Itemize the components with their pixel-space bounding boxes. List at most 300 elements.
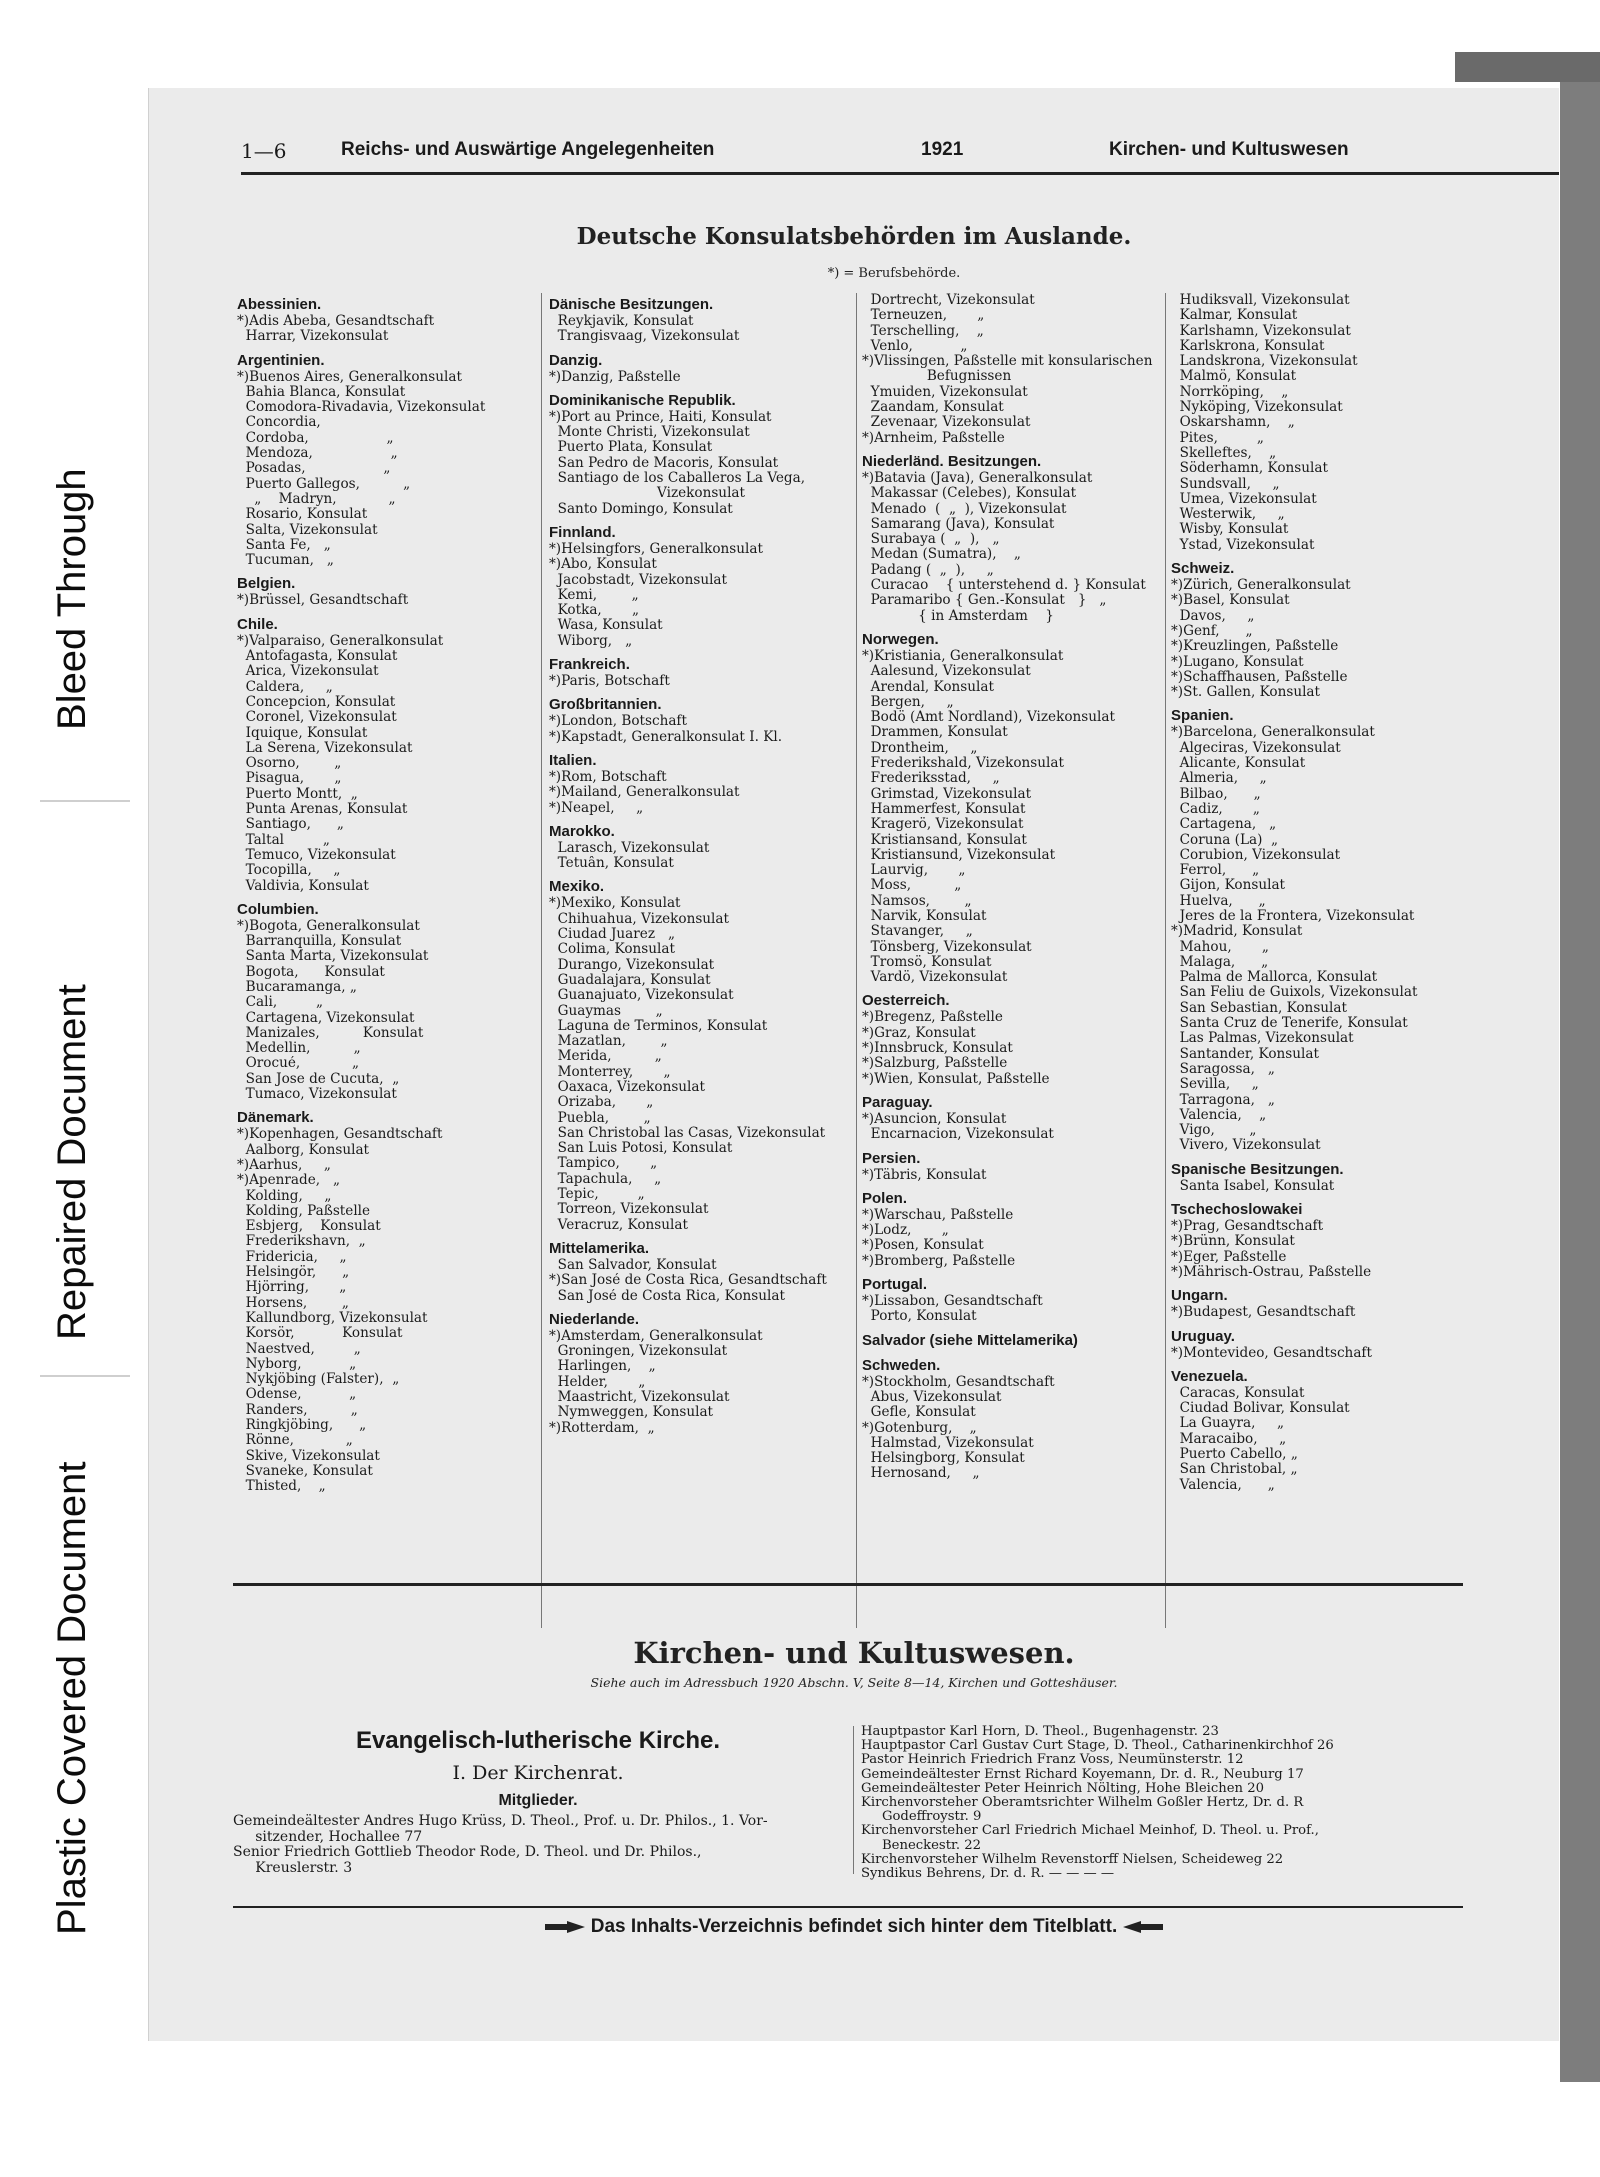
consular-column-2 xyxy=(549,293,859,1442)
consulate-entry: Valencia, „ xyxy=(1171,1107,1267,1123)
consulate-entry: Helsingborg, Konsulat xyxy=(862,1451,1025,1467)
consulate-entry: Kristiansund, Vizekonsulat xyxy=(862,847,1056,863)
consulate-entry: *)Gotenburg, „ xyxy=(862,1420,977,1436)
consulate-entry: Barranquilla, Konsulat xyxy=(237,934,402,950)
consulate-entry: Mendoza, „ xyxy=(237,446,398,462)
country-heading: Niederlande. xyxy=(549,1310,640,1328)
consulate-entry: Pisagua, „ xyxy=(237,771,342,787)
consulate-entry: Ferrol, „ xyxy=(1171,863,1260,879)
country-group xyxy=(549,655,859,689)
consulate-entry: *)Buenos Aires, Generalkonsulat xyxy=(237,369,462,385)
consulate-entry: Guaymas „ xyxy=(549,1003,663,1019)
consulate-entry: Karlshamn, Vizekonsulat xyxy=(1171,323,1351,339)
consulate-entry: Sundsvall, „ xyxy=(1171,476,1280,492)
consulate-entry: Chihuahua, Vizekonsulat xyxy=(549,911,729,927)
country-group xyxy=(1171,706,1481,1153)
consulate-entry: Temuco, Vizekonsulat xyxy=(237,847,396,863)
country-group xyxy=(862,991,1172,1086)
member-entry: Kirchenvorsteher Oberamtsrichter Wilhelm Goßler Hertz, Dr. d. R xyxy=(861,1796,1304,1811)
consulate-entry: *)Warschau, Paßstelle xyxy=(862,1207,1014,1223)
consulate-entry: Valdivia, Konsulat xyxy=(237,878,369,894)
country-heading: Ungarn. xyxy=(1171,1287,1228,1305)
consulate-entry: Encarnacion, Vizekonsulat xyxy=(862,1127,1054,1143)
consulate-entry: Cartagena, Vizekonsulat xyxy=(237,1010,415,1026)
consulate-entry: *)Innsbruck, Konsulat xyxy=(862,1041,1013,1057)
members-list-right xyxy=(861,1725,1461,1881)
consulate-entry: Palma de Mallorca, Konsulat xyxy=(1171,970,1378,986)
consulate-entry: Ymuiden, Vizekonsulat xyxy=(862,384,1028,400)
consulate-entry: *)Aarhus, „ xyxy=(237,1157,331,1173)
consulate-entry: Santo Domingo, Konsulat xyxy=(549,501,733,517)
consulate-entry: Söderhamn, Konsulat xyxy=(1171,461,1328,477)
consular-legend: *) = Berufsbehörde. xyxy=(827,266,961,281)
consulate-entry: Thisted, „ xyxy=(237,1479,326,1495)
consulate-entry: Kristiansand, Konsulat xyxy=(862,832,1027,848)
consulate-entry: Puerto Cabello, „ xyxy=(1171,1447,1298,1462)
pointing-hand-icon xyxy=(1123,1920,1163,1934)
consulate-entry: Salta, Vizekonsulat xyxy=(237,522,378,538)
consulate-entry: Oaxaca, Vizekonsulat xyxy=(549,1079,705,1095)
country-group xyxy=(862,452,1172,624)
consular-column-3 xyxy=(862,293,1172,1488)
consulate-entry: { in Amsterdam } xyxy=(862,608,1054,624)
consulate-entry: Bahia Blanca, Konsulat xyxy=(237,384,406,400)
column-separator xyxy=(541,293,542,1628)
country-heading: Abessinien. xyxy=(237,296,322,313)
country-heading: Dominikanische Republik. xyxy=(549,391,736,409)
sidebar-label-plastic-covered: Plastic Covered Document xyxy=(50,1461,94,1935)
consulate-entry: Puebla, „ xyxy=(549,1110,651,1126)
header-left-title: Reichs- und Auswärtige Angelegenheiten xyxy=(341,139,715,160)
consulate-entry: *)Helsingfors, Generalkonsulat xyxy=(549,541,763,557)
country-group xyxy=(862,293,1172,446)
consulate-entry: *)Brüssel, Gesandtschaft xyxy=(237,593,409,609)
country-group xyxy=(549,351,859,385)
consulate-entry: Aalborg, Konsulat xyxy=(237,1142,370,1158)
sidebar-label-bleed-through: Bleed Through xyxy=(50,468,94,730)
country-group xyxy=(862,1149,1172,1183)
consulate-entry: Puerto Montt, „ xyxy=(237,786,358,802)
consulate-entry: Hjörring, „ xyxy=(237,1280,347,1296)
country-heading: Mexiko. xyxy=(549,878,605,896)
country-heading: Spanien. xyxy=(1171,707,1234,725)
consulate-entry: Santa Marta, Vizekonsulat xyxy=(237,949,429,965)
consulate-entry: Helder, „ xyxy=(549,1374,646,1390)
consulate-entry: Bucaramanga, „ xyxy=(237,979,357,995)
consulate-entry: Coronel, Vizekonsulat xyxy=(237,710,397,726)
consulate-entry: Iquique, Konsulat xyxy=(237,725,368,741)
country-heading: Polen. xyxy=(862,1189,908,1207)
consulate-entry: *)San José de Costa Rica, Gesandtschaft xyxy=(549,1273,827,1289)
consulate-entry: Concordia, xyxy=(237,415,321,431)
church-heading: Evangelisch-lutherische Kirche. xyxy=(355,1727,721,1754)
country-group xyxy=(1171,293,1481,553)
consulate-entry: Gijon, Konsulat xyxy=(1171,878,1286,894)
country-group xyxy=(862,1275,1172,1325)
consulate-entry: *)Bregenz, Paßstelle xyxy=(862,1010,1003,1026)
header-rule xyxy=(241,172,1559,175)
member-entry: Beneckestr. 22 xyxy=(861,1838,982,1853)
consulate-entry: Mahou, „ xyxy=(1171,939,1269,955)
country-heading: Dänische Besitzungen. xyxy=(549,296,714,313)
consulate-entry: Punta Arenas, Konsulat xyxy=(237,802,408,818)
consulate-entry: Gefle, Konsulat xyxy=(862,1405,976,1421)
consulate-entry: San Sebastian, Konsulat xyxy=(1171,1000,1347,1016)
page-number: 1—6 xyxy=(241,139,287,163)
consulate-entry: La Guayra, „ xyxy=(1171,1416,1285,1432)
consulate-entry: Arica, Vizekonsulat xyxy=(237,664,379,680)
consulate-entry: Drontheim, „ xyxy=(862,740,978,756)
consulate-entry: Karlskrona, Konsulat xyxy=(1171,338,1325,354)
consulate-entry: *)Kapstadt, Generalkonsulat I. Kl. xyxy=(549,729,783,745)
consulate-entry: Frederikshavn, „ xyxy=(237,1234,366,1250)
consulate-entry: Posadas, „ xyxy=(237,461,391,477)
member-entry: Godeffroystr. 9 xyxy=(861,1810,982,1825)
footer-note xyxy=(149,1916,1559,1938)
member-entry: Gemeindeältester Ernst Richard Koyemann, Dr. d. R., Neuburg 17 xyxy=(861,1767,1304,1782)
column-separator xyxy=(1165,293,1166,1628)
consulate-entry: Las Palmas, Vizekonsulat xyxy=(1171,1031,1354,1047)
member-entry: Kirchenvorsteher Wilhelm Revenstorff Nielsen, Scheideweg 22 xyxy=(861,1852,1284,1867)
consulate-entry: *)Kopenhagen, Gesandtschaft xyxy=(237,1127,443,1143)
consulate-entry: Sevilla, „ xyxy=(1171,1077,1259,1093)
consulate-entry: Cordoba, „ xyxy=(237,430,394,446)
consulate-entry: *)Adis Abeba, Gesandtschaft xyxy=(237,314,435,329)
consulate-entry: Wisby, Konsulat xyxy=(1171,522,1289,538)
consulate-entry: Surabaya ( „ ), „ xyxy=(862,532,1000,548)
country-heading: Italien. xyxy=(549,751,597,769)
consulate-entry: Porto, Konsulat xyxy=(862,1309,977,1325)
country-group xyxy=(549,391,859,517)
consulate-entry: Coruna (La) „ xyxy=(1171,832,1279,848)
consulate-entry: *)Eger, Paßstelle xyxy=(1171,1249,1287,1265)
consulate-entry: Hernosand, „ xyxy=(862,1466,980,1482)
member-entry: Gemeindeältester Peter Heinrich Nölting, Hohe Bleichen 20 xyxy=(861,1781,1264,1796)
consulate-entry: Bergen, „ xyxy=(862,694,954,710)
consulate-entry: *)Lissabon, Gesandtschaft xyxy=(862,1294,1043,1310)
consulate-entry: Algeciras, Vizekonsulat xyxy=(1171,740,1341,756)
consulate-entry: Zaandam, Konsulat xyxy=(862,400,1004,416)
consulate-entry: *)Mährisch-Ostrau, Paßstelle xyxy=(1171,1264,1372,1280)
country-heading: Finnland. xyxy=(549,523,616,541)
consulate-entry: Orocué, „ xyxy=(237,1056,360,1072)
consulate-entry: *)Budapest, Gesandtschaft xyxy=(1171,1305,1356,1321)
consulate-entry: Padang ( „ ), „ xyxy=(862,562,994,578)
country-heading: Dänemark. xyxy=(237,1109,314,1127)
consulate-entry: Rönne, „ xyxy=(237,1433,353,1449)
consulate-entry: Kallundborg, Vizekonsulat xyxy=(237,1310,428,1326)
consulate-entry: *)Bogota, Generalkonsulat xyxy=(237,918,420,934)
consulate-entry: Ciudad Bolivar, Konsulat xyxy=(1171,1401,1350,1417)
consulate-entry: *)Port au Prince, Haiti, Konsulat xyxy=(549,409,772,425)
consulate-entry: Bilbao, „ xyxy=(1171,786,1261,802)
header-year: 1921 xyxy=(921,139,964,160)
country-heading: Frankreich. xyxy=(549,656,630,674)
consulate-entry: San José de Costa Rica, Konsulat xyxy=(549,1288,785,1304)
consulate-entry: Harlingen, „ xyxy=(549,1359,656,1375)
consulate-entry: *)Posen, Konsulat xyxy=(862,1238,984,1254)
sidebar-divider xyxy=(40,800,130,802)
consulate-entry: Orizaba, „ xyxy=(549,1095,654,1111)
consulate-entry: *)Täbris, Konsulat xyxy=(862,1167,987,1183)
members-list-left xyxy=(233,1814,843,1876)
consulate-entry: *)Graz, Konsulat xyxy=(862,1025,976,1041)
consulate-entry: Comodora-Rivadavia, Vizekonsulat xyxy=(237,400,486,416)
consulate-entry: *)Brünn, Konsulat xyxy=(1171,1234,1295,1250)
consulate-entry: Maastricht, Vizekonsulat xyxy=(549,1390,730,1406)
kirchen-subtitle: Siehe auch im Adressbuch 1920 Abschn. V, Seite 8—14, Kirchen und Gotteshäuser. xyxy=(590,1675,1118,1690)
consulate-entry: Zevenaar, Vizekonsulat xyxy=(862,415,1031,431)
member-entry: sitzender, Hochallee 77 xyxy=(233,1829,423,1845)
document-page xyxy=(148,88,1559,2041)
country-heading: Venezuela. xyxy=(1171,1367,1248,1385)
consulate-entry: Tampico, „ xyxy=(549,1156,658,1172)
consulate-entry: *)Mailand, Generalkonsulat xyxy=(549,785,740,801)
country-heading: Danzig. xyxy=(549,351,603,369)
consulate-entry: Harrar, Vizekonsulat xyxy=(237,329,389,345)
consulate-entry: Tönsberg, Vizekonsulat xyxy=(862,939,1032,955)
country-heading: Marokko. xyxy=(549,822,615,840)
member-entry: Pastor Heinrich Friedrich Franz Voss, Neumünsterstr. 12 xyxy=(861,1753,1244,1768)
consulate-entry: Befugnissen xyxy=(862,369,1012,385)
consulate-entry: Namsos, „ xyxy=(862,893,972,909)
consulate-entry: Halmstad, Vizekonsulat xyxy=(862,1435,1034,1451)
consulate-entry: Horsens, „ xyxy=(237,1295,349,1311)
country-group xyxy=(237,351,547,569)
consulate-entry: Groningen, Vizekonsulat xyxy=(549,1344,728,1360)
consulate-entry: Curacao { unterstehend d. } Konsulat xyxy=(862,578,1146,594)
country-heading: Chile. xyxy=(237,615,278,633)
country-group xyxy=(862,630,1172,986)
country-heading: Portugal. xyxy=(862,1276,928,1294)
consulate-entry: Trangisvaag, Vizekonsulat xyxy=(549,329,740,345)
country-heading: Norwegen. xyxy=(862,630,939,648)
consulate-entry: *)Prag, Gesandtschaft xyxy=(1171,1219,1324,1235)
consulate-entry: Drammen, Konsulat xyxy=(862,725,1008,741)
column-separator xyxy=(856,293,857,1628)
country-group xyxy=(1171,1367,1481,1493)
consulate-entry: *)Zürich, Generalkonsulat xyxy=(1171,578,1351,594)
consulate-entry: *)Apenrade, „ xyxy=(237,1173,341,1189)
consulate-entry: Puerto Gallegos, „ xyxy=(237,476,411,492)
consulate-entry: Cali, „ xyxy=(237,995,324,1011)
consulate-entry: Santa Cruz de Tenerife, Konsulat xyxy=(1171,1016,1408,1032)
country-heading: Paraguay. xyxy=(862,1093,933,1111)
consulate-entry: *)Danzig, Paßstelle xyxy=(549,369,681,385)
consulate-entry: Concepcion, Konsulat xyxy=(237,694,396,710)
consulate-entry: Puerto Plata, Konsulat xyxy=(549,440,713,456)
country-group xyxy=(862,1331,1172,1350)
consulate-entry: Maracaibo, „ xyxy=(1171,1431,1287,1447)
consulate-entry: Jacobstadt, Vizekonsulat xyxy=(549,572,727,588)
consulate-entry: Davos, „ xyxy=(1171,608,1255,624)
consulate-entry: San Pedro de Macoris, Konsulat xyxy=(549,455,779,471)
consulate-entry: *)Stockholm, Gesandtschaft xyxy=(862,1374,1055,1390)
consulate-entry: Landskrona, Vizekonsulat xyxy=(1171,354,1358,370)
footer-text: Das Inhalts-Verzeichnis befindet sich hinter dem Titelblatt. xyxy=(590,1916,1118,1937)
pointing-hand-icon xyxy=(545,1920,585,1934)
consulate-entry: San Luis Potosi, Konsulat xyxy=(549,1141,733,1157)
country-group xyxy=(549,1310,859,1436)
country-group xyxy=(549,695,859,745)
consulate-entry: Umea, Vizekonsulat xyxy=(1171,491,1317,507)
consulate-entry: Kalmar, Konsulat xyxy=(1171,308,1298,324)
consulate-entry: *)Bromberg, Paßstelle xyxy=(862,1253,1016,1269)
consulate-entry: Helsingör, „ xyxy=(237,1265,350,1281)
country-group xyxy=(1171,559,1481,700)
member-entry: Syndikus Behrens, Dr. d. R. — — — — xyxy=(861,1867,1115,1882)
member-entry: Kreuslerstr. 3 xyxy=(233,1860,353,1876)
consulate-entry: Terneuzen, „ xyxy=(862,308,985,324)
consulate-entry: Terschelling, „ xyxy=(862,323,984,339)
country-group xyxy=(1171,1327,1481,1361)
consulate-entry: Tepic, „ xyxy=(549,1187,645,1203)
consulate-entry: Guadalajara, Konsulat xyxy=(549,972,711,988)
country-heading: Columbien. xyxy=(237,900,319,918)
consulate-entry: Mazatlan, „ xyxy=(549,1034,668,1050)
consulate-entry: Hudiksvall, Vizekonsulat xyxy=(1171,293,1350,308)
consulate-entry: Nykjöbing (Falster), „ xyxy=(237,1372,400,1388)
consulate-entry: *)Abo, Konsulat xyxy=(549,557,657,573)
consulate-entry: Almeria, „ xyxy=(1171,771,1267,787)
kirchen-right-column xyxy=(861,1725,1461,1881)
country-heading: Salvador (siehe Mittelamerika) xyxy=(862,1331,1078,1349)
consulate-entry: Skive, Vizekonsulat xyxy=(237,1448,380,1464)
consulate-entry: *)London, Botschaft xyxy=(549,714,687,730)
consular-column-4 xyxy=(1171,293,1481,1499)
consulate-entry: Corubion, Vizekonsulat xyxy=(1171,847,1341,863)
consulate-entry: Frederiksstad, „ xyxy=(862,771,1000,787)
consulate-entry: Monterrey, „ xyxy=(549,1064,671,1080)
consulate-entry: Colima, Konsulat xyxy=(549,942,675,958)
consulate-entry: *)Rotterdam, „ xyxy=(549,1420,655,1436)
consulate-entry: Kragerö, Vizekonsulat xyxy=(862,817,1024,833)
consulate-entry: *)Salzburg, Paßstelle xyxy=(862,1056,1008,1072)
consulate-entry: *)Lodz, „ xyxy=(862,1223,949,1239)
consulate-entry: Kolding, Paßstelle xyxy=(237,1203,371,1219)
consulate-entry: San Christobal, „ xyxy=(1171,1462,1298,1478)
consulate-entry: Bogota, Konsulat xyxy=(237,964,385,980)
consulate-entry: *)Kreuzlingen, Paßstelle xyxy=(1171,639,1339,655)
consulate-entry: Tucuman, „ xyxy=(237,553,334,569)
country-group xyxy=(549,1239,859,1304)
scan-edge-right xyxy=(1560,82,1600,2082)
consulate-entry: *)Kristiania, Generalkonsulat xyxy=(862,648,1064,664)
country-group xyxy=(237,295,547,345)
consular-column-1 xyxy=(237,293,547,1500)
consulate-entry: Aalesund, Vizekonsulat xyxy=(862,664,1031,680)
consulate-entry: Malmö, Konsulat xyxy=(1171,369,1297,385)
member-entry: Kirchenvorsteher Carl Friedrich Michael Meinhof, D. Theol. u. Prof., xyxy=(861,1824,1319,1839)
country-group xyxy=(549,751,859,816)
consulate-entry: Tarragona, „ xyxy=(1171,1092,1275,1108)
consulate-entry: *)Genf, „ xyxy=(1171,623,1253,639)
country-group xyxy=(549,822,859,872)
consulate-entry: Durango, Vizekonsulat xyxy=(549,957,715,973)
column-separator xyxy=(853,1726,854,1874)
consulate-entry: Cartagena, „ xyxy=(1171,817,1277,833)
consulate-entry: San Feliu de Guixols, Vizekonsulat xyxy=(1171,985,1418,1001)
consulate-entry: *)Basel, Konsulat xyxy=(1171,593,1290,609)
consulate-entry: Santa Fe, „ xyxy=(237,537,331,553)
consulate-entry: Ringkjöbing, „ xyxy=(237,1418,367,1433)
country-heading: Mittelamerika. xyxy=(549,1239,650,1257)
country-group xyxy=(237,900,547,1103)
consulate-entry: Westerwik, „ xyxy=(1171,507,1285,523)
consulate-entry: Laguna de Terminos, Konsulat xyxy=(549,1018,768,1034)
consulate-entry: Narvik, Konsulat xyxy=(862,908,987,924)
consulate-entry: Stavanger, „ xyxy=(862,924,973,940)
consulate-entry: Medellin, „ xyxy=(237,1041,361,1057)
country-heading: Tschechoslowakei xyxy=(1171,1201,1303,1219)
scan-edge-top-right xyxy=(1455,52,1600,82)
header-right-title: Kirchen- und Kultuswesen xyxy=(1109,139,1349,160)
country-group xyxy=(1171,1200,1481,1280)
consulate-entry: Randers, „ xyxy=(237,1402,358,1418)
consulate-entry: *)Lugano, Konsulat xyxy=(1171,654,1304,670)
consulate-entry: Arendal, Konsulat xyxy=(862,679,994,695)
consulate-entry: Nyborg, „ xyxy=(237,1356,357,1372)
consulate-entry: Vivero, Vizekonsulat xyxy=(1171,1138,1321,1154)
consulate-entry: Torreon, Vizekonsulat xyxy=(549,1202,709,1218)
consulate-entry: Korsör, Konsulat xyxy=(237,1326,403,1342)
consulate-entry: Dortrecht, Vizekonsulat xyxy=(862,293,1035,308)
footer-rule xyxy=(233,1906,1463,1908)
consulate-entry: *)Mexiko, Konsulat xyxy=(549,896,681,912)
consulate-entry: *)Paris, Botschaft xyxy=(549,674,670,690)
country-heading: Belgien. xyxy=(237,575,296,593)
consulate-entry: Cadiz, „ xyxy=(1171,801,1260,817)
country-group xyxy=(237,615,547,894)
consulate-entry: Samarang (Java), Konsulat xyxy=(862,516,1055,532)
consulate-entry: Nymweggen, Konsulat xyxy=(549,1405,714,1421)
consulate-entry: Taltal „ xyxy=(237,832,330,848)
consulate-entry: Guanajuato, Vizekonsulat xyxy=(549,988,734,1004)
consulate-entry: Antofagasta, Konsulat xyxy=(237,649,398,665)
consulate-entry: San Jose de Cucuta, „ xyxy=(237,1071,400,1087)
consulate-entry: Valencia, „ xyxy=(1171,1477,1275,1493)
consulate-entry: Vizekonsulat xyxy=(549,486,745,502)
consulate-entry: Merida, „ xyxy=(549,1049,662,1065)
country-group xyxy=(862,1093,1172,1143)
consulate-entry: Manizales, Konsulat xyxy=(237,1025,424,1041)
consulate-entry: Wasa, Konsulat xyxy=(549,618,663,634)
consulate-entry: Venlo, „ xyxy=(862,338,968,354)
consulate-entry: *)Wien, Konsulat, Paßstelle xyxy=(862,1071,1050,1087)
consulate-entry: Santa Isabel, Konsulat xyxy=(1171,1178,1335,1194)
mitglieder-heading: Mitglieder. xyxy=(498,1792,578,1809)
consulate-entry: Larasch, Vizekonsulat xyxy=(549,840,710,856)
consulate-entry: Kemi, „ xyxy=(549,587,639,603)
consulate-entry: Caracas, Konsulat xyxy=(1171,1385,1305,1401)
consulate-entry: Malaga, „ xyxy=(1171,954,1269,970)
page-header xyxy=(241,139,1431,165)
consulate-entry: Bodö (Amt Nordland), Vizekonsulat xyxy=(862,710,1115,726)
country-heading: Schweiz. xyxy=(1171,560,1235,578)
consulate-entry: Frederikshald, Vizekonsulat xyxy=(862,756,1064,772)
consulate-entry: Tumaco, Vizekonsulat xyxy=(237,1087,397,1103)
consulate-entry: Rosario, Konsulat xyxy=(237,507,368,523)
consulate-entry: Medan (Sumatra), „ xyxy=(862,547,1021,563)
consulate-entry: Esbjerg, Konsulat xyxy=(237,1219,381,1235)
country-group xyxy=(237,574,547,608)
country-heading: Großbritannien. xyxy=(549,696,662,714)
consulate-entry: Santiago, „ xyxy=(237,817,344,833)
kirchen-title: Kirchen- und Kultuswesen. xyxy=(633,1636,1075,1670)
consulate-entry: Grimstad, Vizekonsulat xyxy=(862,786,1032,802)
consulate-entry: „ Madryn, „ xyxy=(237,491,396,507)
consulate-entry: Menado ( „ ), Vizekonsulat xyxy=(862,501,1067,517)
